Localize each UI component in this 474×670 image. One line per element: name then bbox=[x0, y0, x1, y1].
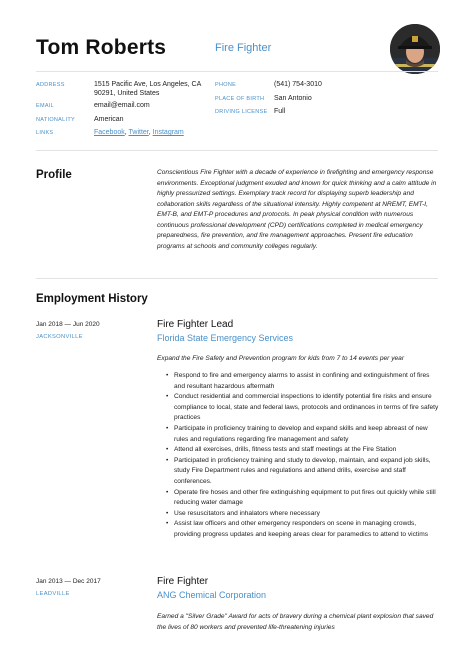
job-duties-list bbox=[174, 371, 440, 541]
divider bbox=[36, 278, 438, 279]
job-location: JACKSONVILLE bbox=[36, 334, 83, 340]
list-item: • Attend all exercises, drills, fitness tests and staff meetings at the Fire Station bbox=[174, 445, 440, 456]
address-value bbox=[94, 80, 201, 98]
license-label: DRIVING LICENSE bbox=[215, 109, 268, 115]
twitter-link[interactable]: Twitter bbox=[128, 129, 149, 136]
job-company: ANG Chemical Corporation bbox=[157, 590, 267, 600]
phone-label: PHONE bbox=[215, 82, 237, 88]
employment-heading: Employment History bbox=[36, 293, 148, 305]
address-label: ADDRESS bbox=[36, 82, 65, 88]
job-dates: Jan 2013 — Dec 2017 bbox=[36, 578, 101, 585]
profile-heading: Profile bbox=[36, 169, 72, 181]
email-value: email@email.com bbox=[94, 102, 150, 109]
instagram-link[interactable]: Instagram bbox=[152, 129, 184, 136]
job-location: LEADVILLE bbox=[36, 591, 70, 597]
list-item: • Assist law officers and other emergency responders on scene in managing crowds, providing progress updates and keeping areas clear for paramedics to attend to victims bbox=[174, 519, 440, 540]
list-item: • Respond to fire and emergency alarms to assist in confining and extinguishment of fires and resultant hazardous aftermath bbox=[174, 371, 440, 392]
nationality-label: NATIONALITY bbox=[36, 117, 75, 123]
links-label: LINKS bbox=[36, 130, 54, 136]
email-label: EMAIL bbox=[36, 103, 55, 109]
license-value: Full bbox=[274, 108, 286, 115]
divider bbox=[36, 150, 438, 151]
profile-photo bbox=[390, 24, 440, 74]
links-value: Facebook, Twitter, Instagram bbox=[94, 129, 184, 136]
address-line-1: 1515 Pacific Ave, Los Angeles, CA bbox=[94, 81, 202, 88]
nationality-value: American bbox=[94, 116, 124, 123]
profile-summary: Conscientious Fire Fighter with a decade of experience in firefighting and emergency response environments. Exceptional judgment exuded and known for quick thinking and a calm attitude in highly pressurized settings. Exemplary track record for displaying superb leadership and collaboration skills regardless of the situational intensity. Highly competent at NREMT, EMT-I, EMT-B, and EMT-P procedures and protocols. In peak physical condition with numerous continuous professional development (CPD) certifications completed in medical emergency preparedness, fire prevention, and fire management approaches. Present fire education programs at schools and community colleges regularly. bbox=[157, 169, 437, 250]
list-item: • Conduct residential and commercial inspections to identify potential fire risks and ensure compliance to local, state and federal laws, protocols and ordinances in terms of fire safety practices bbox=[174, 392, 440, 424]
firefighter-portrait-icon bbox=[390, 24, 440, 74]
divider bbox=[36, 71, 438, 72]
job-company: Florida State Emergency Services bbox=[157, 333, 294, 343]
job-summary: Expand the Fire Safety and Prevention program for kids from 7 to 14 events per year bbox=[157, 355, 405, 362]
phone-value: (541) 754-3010 bbox=[274, 81, 322, 88]
birth-value: San Antonio bbox=[274, 95, 312, 102]
address-line-2: 90291, United States bbox=[94, 90, 160, 97]
job-role: Fire Fighter Lead bbox=[157, 319, 234, 330]
candidate-name: Tom Roberts bbox=[36, 36, 167, 59]
birth-label: PLACE OF BIRTH bbox=[215, 96, 265, 102]
job-role: Fire Fighter bbox=[157, 576, 209, 587]
list-item: • Use resuscitators and inhalators where necessary bbox=[174, 509, 440, 520]
job-summary: Earned a "Silver Grade" Award for acts of bravery during a chemical plant explosion that saved the lives of 80 workers and prevented life-threatening injuries bbox=[157, 613, 434, 631]
job-dates: Jan 2018 — Jun 2020 bbox=[36, 321, 100, 328]
list-item: • Operate fire hoses and other fire extinguishing equipment to put fires out quickly while still reducing water damage bbox=[174, 488, 440, 509]
list-item: • Participated in proficiency training and study to develop, maintain, and expand job skills, study Fire Department rules and regulations and attend drills, exercise and staff conferences. bbox=[174, 456, 440, 488]
facebook-link[interactable]: Facebook bbox=[94, 129, 125, 136]
job-title: Fire Fighter bbox=[215, 42, 272, 54]
list-item: • Participate in proficiency training to develop and expand skills and keep abreast of new rules and regulations regarding fire management and safety bbox=[174, 424, 440, 445]
